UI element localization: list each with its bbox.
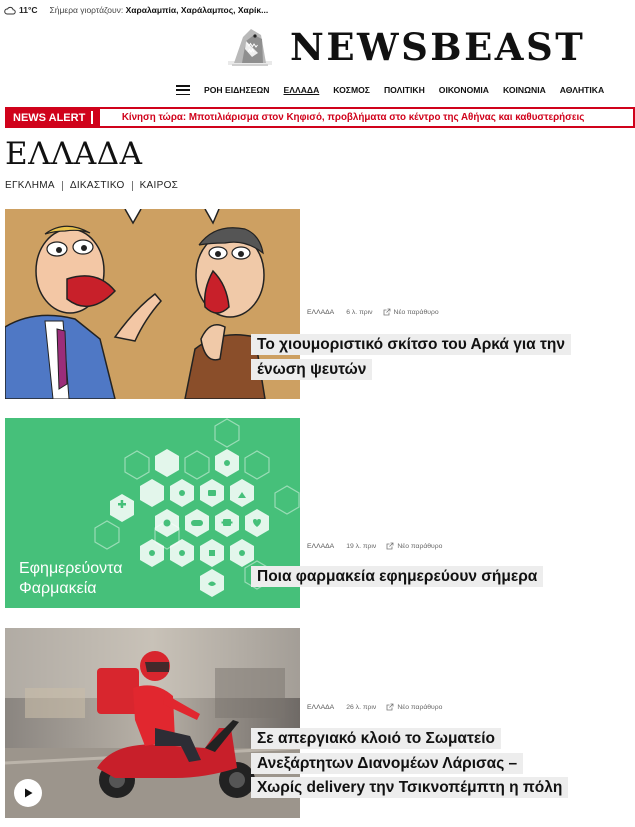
open-new-window[interactable] [386,542,442,550]
article-category[interactable]: ΕΛΛΑΔΑ [307,703,335,711]
headline-line: Ανεξάρτητων Διανομέων Λάρισας – [251,753,523,774]
article-card[interactable] [5,209,630,399]
article-headline[interactable] [251,333,571,382]
news-alert-label [7,109,100,126]
nav-item-roi-eidiseon[interactable]: ΡΟΗ ΕΙΔΗΣΕΩΝ [204,85,270,95]
nav-item-athlitika[interactable]: ΑΘΛΗΤΙΚΑ [559,85,605,95]
open-new-window-label: Νέο παράθυρο [393,308,439,316]
nav-item-kosmos[interactable]: ΚΟΣΜΟΣ [333,85,370,95]
article-category[interactable]: ΕΛΛΑΔΑ [307,308,335,316]
article-time: 6 λ. πριν [346,308,373,316]
subnav-dikastiko[interactable]: ΔΙΚΑΣΤΙΚΟ [69,180,125,191]
headline-line: ένωση ψευτών [251,359,372,380]
news-alert-label-text: NEWS ALERT [13,111,86,124]
nav-item-oikonomia[interactable]: ΟΙΚΟΝΟΜΙΑ [438,85,490,95]
image-caption-line: Φαρμακεία [19,580,97,597]
headline-line: Σε απεργιακό κλοιό το Σωματείο [251,728,501,749]
subnav-divider [62,181,63,191]
image-caption-line: Εφημερεύοντα [19,560,123,577]
weather-widget[interactable] [4,5,38,15]
hamburger-menu-icon[interactable] [176,85,190,95]
article-time: 19 λ. πριν [346,542,377,550]
nav-item-politiki[interactable]: ΠΟΛΙΤΙΚΗ [383,85,425,95]
play-icon [22,787,34,799]
external-link-icon [386,703,394,711]
top-strip [0,0,635,20]
article-headline[interactable] [251,727,568,801]
article-headline[interactable] [251,565,543,590]
subnav-egklima[interactable]: ΕΓΚΛΗΜΑ [5,180,55,191]
cloud-sun-icon [4,6,16,15]
article-meta [307,308,439,316]
external-link-icon [386,542,394,550]
nav-item-ellada[interactable]: ΕΛΛΑΔΑ [283,85,320,95]
open-new-window[interactable] [386,703,442,711]
external-link-icon [383,308,391,316]
open-new-window[interactable] [383,308,439,316]
section-subnav [5,180,178,191]
temperature: 11°C [19,5,38,15]
article-card[interactable] [5,628,630,818]
subnav-kairos[interactable]: ΚΑΙΡΟΣ [139,180,179,191]
article-time: 26 λ. πριν [346,703,377,711]
news-alert-divider [91,111,93,124]
headline-line: Ποια φαρμακεία εφημερεύουν σήμερα [251,566,543,587]
article-meta [307,703,442,711]
namedays[interactable] [50,5,269,15]
open-new-window-label: Νέο παράθυρο [397,542,443,550]
subnav-divider [132,181,133,191]
site-logo[interactable] [228,24,585,70]
open-new-window-label: Νέο παράθυρο [397,703,443,711]
headline-line: Το χιουμοριστικό σκίτσο του Αρκά για την [251,334,571,355]
news-alert-ticker[interactable]: Κίνηση τώρα: Μποτιλιάρισμα στον Κηφισό, προβλήματα στο κέντρο της Αθήνας και καθυστερήσεις [121,112,585,123]
article-category[interactable]: ΕΛΛΑΔΑ [307,542,335,550]
article-meta [307,542,442,550]
nameday-names: Χαραλαμπία, Χαράλαμπος, Χαρίκ... [125,5,269,15]
nav-item-koinonia[interactable]: ΚΟΙΝΩΝΙΑ [503,85,546,95]
article-card[interactable] [5,418,630,608]
headline-line: Χωρίς delivery την Τσικνοπέμπτη η πόλη [251,777,568,798]
main-nav [176,83,604,97]
shark-logo-icon [228,25,272,69]
news-alert-bar [5,107,635,128]
brand-wordmark: NEWSBEAST [290,25,586,69]
section-title: ΕΛΛΑΔΑ [5,136,143,172]
video-play-button[interactable] [14,779,42,807]
nameday-label: Σήμερα γιορτάζουν: [49,5,124,15]
